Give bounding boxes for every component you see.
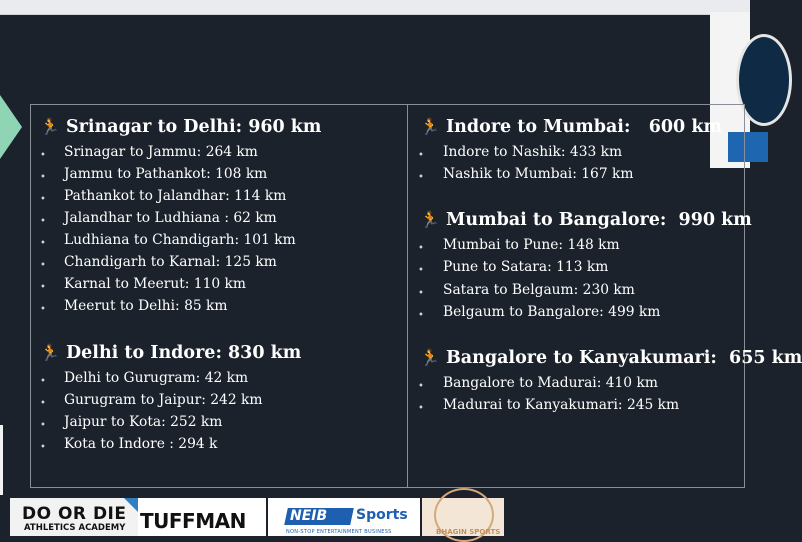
bullet: • <box>40 216 46 227</box>
bullet: • <box>40 238 46 249</box>
bullet: • <box>418 243 424 254</box>
route-leg: Nashik to Mumbai: 167 km <box>443 166 634 182</box>
route-leg: Madurai to Kanyakumari: 245 km <box>443 397 680 413</box>
bullet: • <box>418 381 424 392</box>
route-leg: Mumbai to Pune: 148 km <box>443 237 620 253</box>
route-leg: Bangalore to Madurai: 410 km <box>443 375 658 391</box>
sponsor-do-or-die-logo <box>10 498 138 536</box>
route-leg: Indore to Nashik: 433 km <box>443 144 623 160</box>
bullet: • <box>40 260 46 271</box>
bullet: • <box>40 282 46 293</box>
route-title: 🏃 Mumbai to Bangalore: 990 km <box>420 210 752 230</box>
route-leg: Ludhiana to Chandigarh: 101 km <box>64 232 296 248</box>
bullet: • <box>418 310 424 321</box>
browser-top-bar <box>0 0 750 15</box>
route-leg: Delhi to Gurugram: 42 km <box>64 370 249 386</box>
route-leg: Belgaum to Bangalore: 499 km <box>443 304 661 320</box>
sponsor-neib-logo <box>268 498 420 536</box>
sponsor-bhagin-logo <box>422 498 504 536</box>
sponsor-name: TUFFMAN <box>140 509 246 533</box>
route-leg: Karnal to Meerut: 110 km <box>64 276 246 292</box>
bullet: • <box>418 172 424 183</box>
sponsor-name: DO OR DIE <box>22 504 127 524</box>
bullet: • <box>40 376 46 387</box>
route-title: 🏃 Delhi to Indore: 830 km <box>40 343 302 363</box>
routes-panel <box>30 104 745 488</box>
route-leg: Jammu to Pathankot: 108 km <box>64 166 268 182</box>
bullet: • <box>418 403 424 414</box>
route-leg: Satara to Belgaum: 230 km <box>443 282 635 298</box>
route-leg: Srinagar to Jammu: 264 km <box>64 144 258 160</box>
route-leg: Jaipur to Kota: 252 km <box>64 414 223 430</box>
route-leg: Gurugram to Jaipur: 242 km <box>64 392 263 408</box>
bullet: • <box>40 398 46 409</box>
route-leg: Pathankot to Jalandhar: 114 km <box>64 188 287 204</box>
bullet: • <box>40 304 46 315</box>
route-leg: Kota to Indore : 294 k <box>64 436 218 452</box>
bullet: • <box>40 442 46 453</box>
runner-icon: 🏃 <box>420 117 440 136</box>
bullet: • <box>40 150 46 161</box>
route-leg: Jalandhar to Ludhiana : 62 km <box>64 210 277 226</box>
route-title: 🏃 Srinagar to Delhi: 960 km <box>40 117 322 137</box>
sponsor-name-suffix: Sports <box>356 507 408 523</box>
runner-icon: 🏃 <box>420 348 440 367</box>
bullet: • <box>418 288 424 299</box>
bullet: • <box>40 420 46 431</box>
bullet: • <box>418 150 424 161</box>
sponsor-tuffman-logo <box>138 498 266 536</box>
route-leg: Pune to Satara: 113 km <box>443 259 609 275</box>
panel-divider <box>407 104 408 488</box>
sponsor-tagline: ATHLETICS ACADEMY <box>24 523 126 533</box>
bullet: • <box>40 172 46 183</box>
sponsor-name: BHAGIN SPORTS <box>436 528 501 536</box>
runner-icon: 🏃 <box>40 343 60 362</box>
route-leg: Chandigarh to Karnal: 125 km <box>64 254 277 270</box>
route-title: 🏃 Indore to Mumbai: 600 km <box>420 117 722 137</box>
sponsor-name: NEIB <box>290 508 328 524</box>
sponsor-tagline: NON-STOP ENTERTAINMENT BUSINESS <box>286 529 392 535</box>
bullet: • <box>40 194 46 205</box>
runner-icon: 🏃 <box>420 210 440 229</box>
route-title: 🏃 Bangalore to Kanyakumari: 655 km <box>420 348 802 368</box>
bullet: • <box>418 265 424 276</box>
runner-icon: 🏃 <box>40 117 60 136</box>
route-leg: Meerut to Delhi: 85 km <box>64 298 228 314</box>
decorative-arrow <box>0 95 22 159</box>
left-edge-strip <box>0 425 3 495</box>
